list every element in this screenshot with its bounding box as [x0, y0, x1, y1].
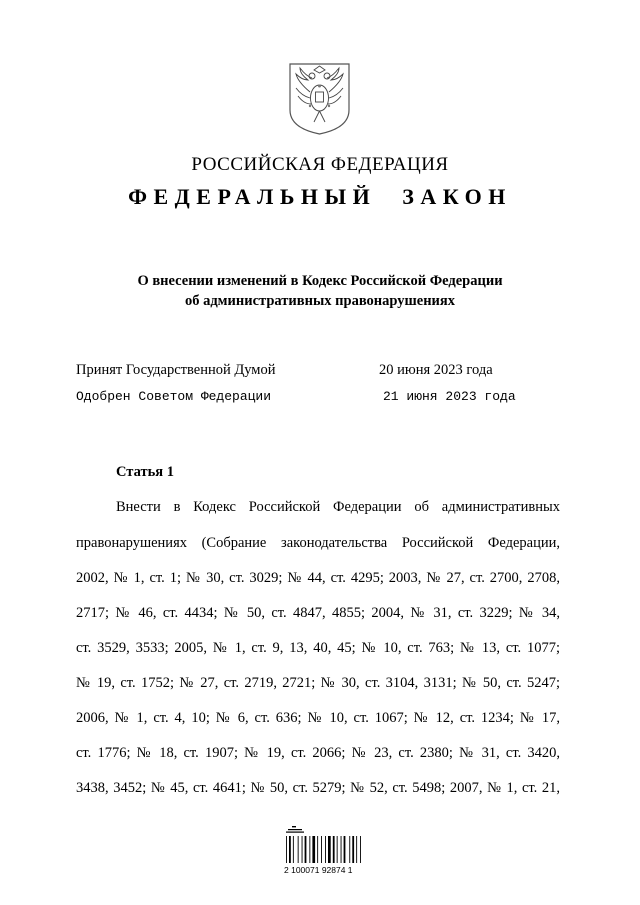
article-line: ст. 3529, 3533; 2005, № 1, ст. 9, 13, 40, 45; № 10, ст. 763; № 13, ст. 1077;: [76, 640, 560, 656]
council-approval-date: 21 июня 2023 года: [383, 389, 516, 404]
council-approval-label: Одобрен Советом Федерации: [76, 389, 272, 404]
article-line: Внести в Кодекс Российской Федерации об административных: [116, 499, 560, 515]
state-emblem-icon: [288, 62, 351, 136]
article-line: 2002, № 1, ст. 1; № 30, ст. 3029; № 44, ст. 4295; 2003, № 27, ст. 2700, 2708,: [76, 570, 560, 586]
document-type: ФЕДЕРАЛЬНЫЙ ЗАКОН: [128, 184, 512, 209]
law-title-line: О внесении изменений в Кодекс Российской Федерации: [137, 273, 503, 289]
barcode-number: 2 100071 92874 1: [284, 865, 353, 875]
duma-adoption-label: Принят Государственной Думой: [76, 362, 276, 378]
article-line: № 19, ст. 1752; № 27, ст. 2719, 2721; № 30, ст. 3104, 3131; № 50, ст. 5247;: [76, 675, 560, 691]
law-title: [0, 271, 640, 311]
law-title-line: об административных правонарушениях: [184, 293, 456, 309]
article-line: ст. 1776; № 18, ст. 1907; № 19, ст. 2066; № 23, ст. 2380; № 31, ст. 3420,: [76, 745, 560, 761]
article-line: 2717; № 46, ст. 4434; № 50, ст. 4847, 4855; 2004, № 31, ст. 3229; № 34,: [76, 605, 560, 621]
barcode-icon: [284, 824, 372, 888]
article-heading: Статья 1: [116, 464, 174, 480]
article-line: правонарушениях (Собрание законодательства Российской Федерации,: [76, 535, 560, 551]
country-name: РОССИЙСКАЯ ФЕДЕРАЦИЯ: [191, 154, 449, 175]
article-line: 2006, № 1, ст. 4, 10; № 6, ст. 636; № 10, ст. 1067; № 12, ст. 1234; № 17,: [76, 710, 560, 726]
duma-adoption-date: 20 июня 2023 года: [379, 362, 493, 378]
article-line: 3438, 3452; № 45, ст. 4641; № 50, ст. 5279; № 52, ст. 5498; 2007, № 1, ст. 21,: [76, 780, 560, 796]
